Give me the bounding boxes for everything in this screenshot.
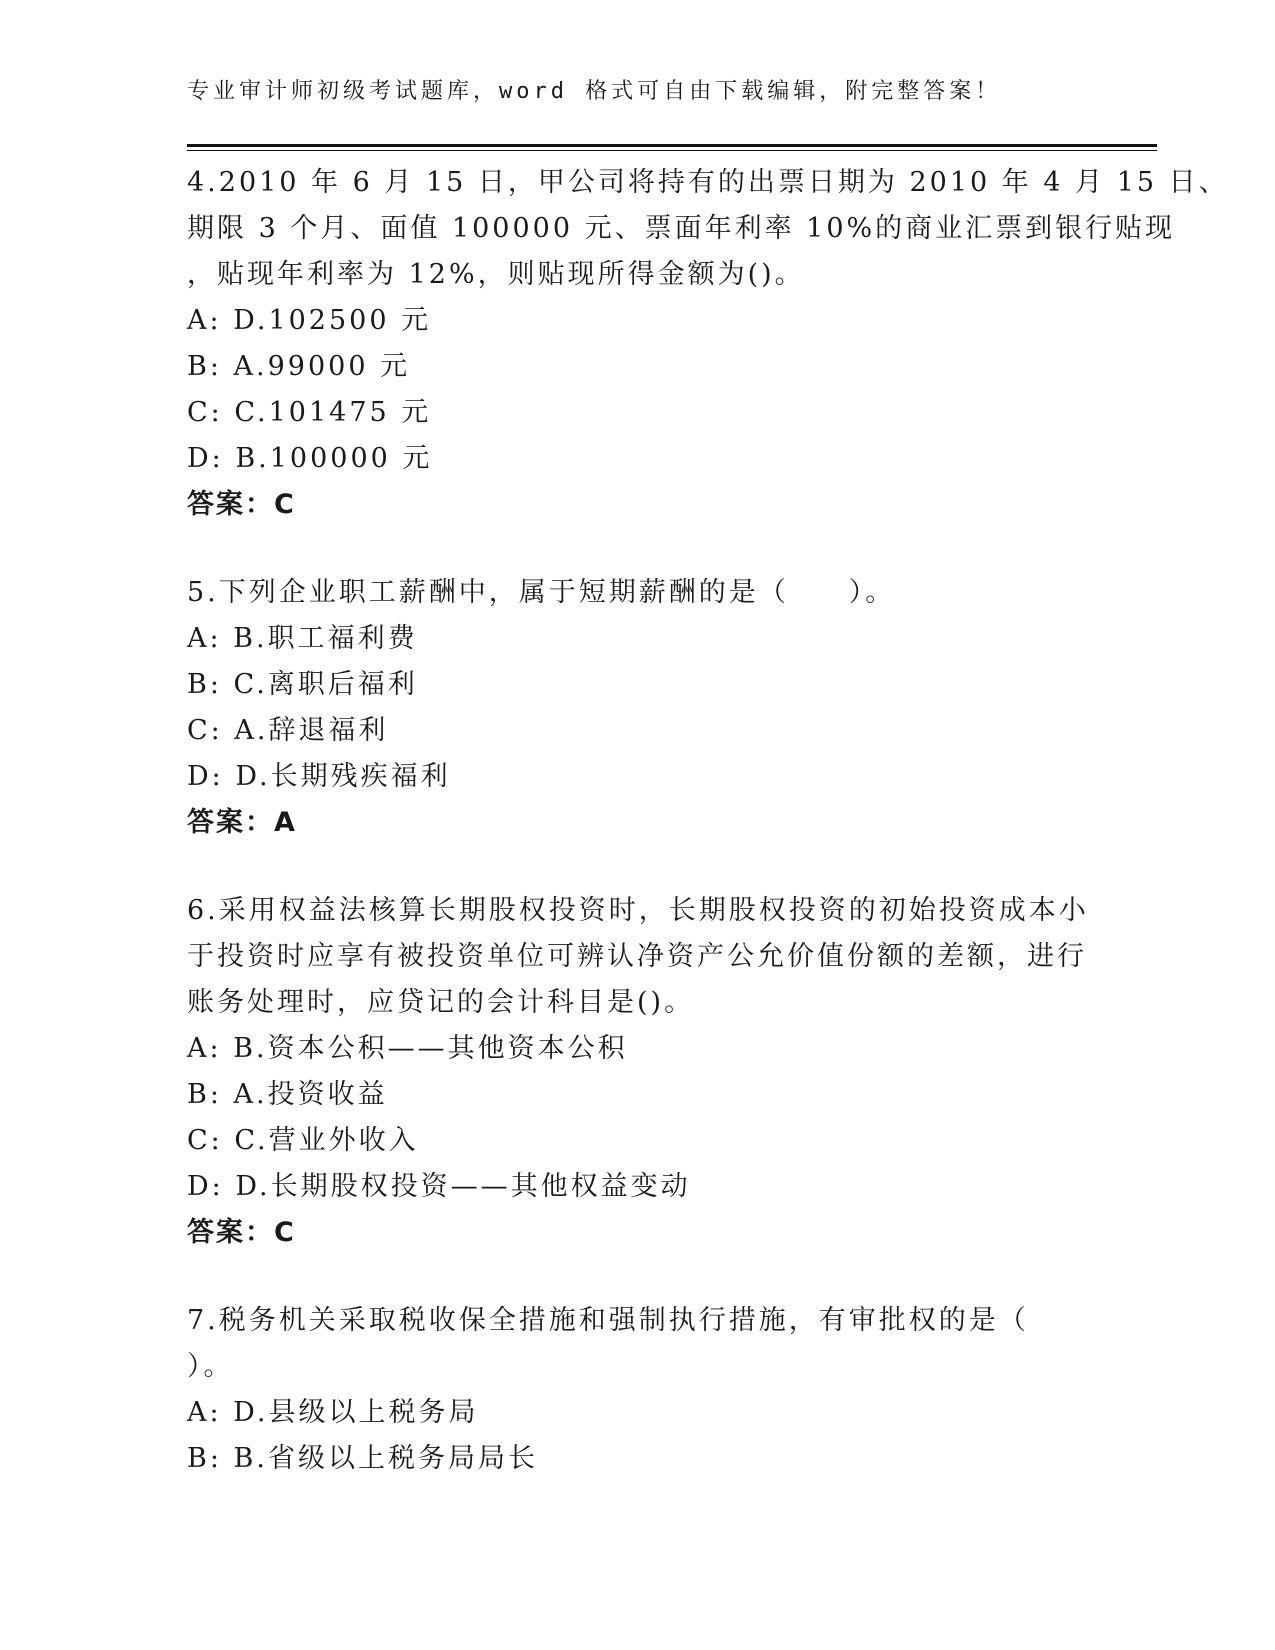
answer-option: B: A.投资收益 (187, 1079, 388, 1110)
answer-option: B: B.省级以上税务局局长 (187, 1443, 538, 1474)
answer-option: C: C.101475 元 (187, 397, 432, 428)
question-block (187, 570, 1087, 846)
question-stem-line: ，贴现年利率为 12%，则贴现所得金额为()。 (187, 259, 805, 290)
answer-option: D: D.长期股权投资——其他权益变动 (187, 1171, 691, 1202)
answer-option: A: B.资本公积——其他资本公积 (187, 1033, 628, 1064)
answer-key: 答案：A (187, 807, 297, 838)
answer-option: B: A.99000 元 (187, 351, 411, 382)
question-block (187, 1298, 1087, 1482)
answer-option: D: D.长期残疾福利 (187, 761, 451, 792)
answer-option: B: C.离职后福利 (187, 669, 418, 700)
question-stem-line: 账务处理时，应贷记的会计科目是()。 (187, 987, 695, 1018)
question-stem-line: ）。 (187, 1351, 234, 1382)
question-list (187, 160, 1229, 1524)
question-block (187, 160, 1229, 528)
answer-option: A: B.职工福利费 (187, 623, 418, 654)
question-stem-line: 6.采用权益法核算长期股权投资时，长期股权投资的初始投资成本小 (187, 895, 1089, 926)
answer-option: C: C.营业外收入 (187, 1125, 419, 1156)
question-stem-line: 7.税务机关采取税收保全措施和强制执行措施，有审批权的是（ (187, 1305, 1029, 1336)
question-stem-line: 4.2010 年 6 月 15 日，甲公司将持有的出票日期为 2010 年 4 月 15 日、 (187, 167, 1229, 198)
header-rule-thick (187, 144, 1157, 147)
answer-option: C: A.辞退福利 (187, 715, 389, 746)
header-rule-thin (187, 150, 1157, 151)
answer-option: A: D.102500 元 (187, 305, 432, 336)
question-stem-line: 5.下列企业职工薪酬中，属于短期薪酬的是（ ）。 (187, 577, 896, 608)
question-stem-line: 期限 3 个月、面值 100000 元、票面年利率 10%的商业汇票到银行贴现 (187, 213, 1176, 244)
answer-key: 答案：C (187, 489, 296, 520)
answer-option: A: D.县级以上税务局 (187, 1397, 479, 1428)
question-block (187, 888, 1087, 1256)
question-stem-line: 于投资时应享有被投资单位可辨认净资产公允价值份额的差额，进行 (187, 941, 1087, 972)
answer-option: D: B.100000 元 (187, 443, 433, 474)
answer-key: 答案：C (187, 1217, 296, 1248)
page-header: 专业审计师初级考试题库，word 格式可自由下载编辑，附完整答案！ (187, 79, 1002, 104)
